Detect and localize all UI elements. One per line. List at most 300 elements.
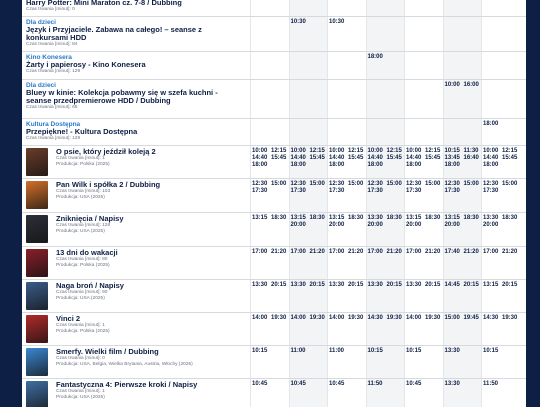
day-columns	[250, 17, 526, 51]
movie-category[interactable]: Dla dzieci	[26, 19, 56, 26]
day-column	[366, 247, 406, 279]
day-column	[327, 80, 367, 118]
showtime-link[interactable]: 12:30	[406, 181, 422, 187]
day-columns	[250, 80, 526, 118]
showtime-link[interactable]: 14:00	[329, 315, 345, 321]
day-column	[327, 247, 367, 279]
day-column	[404, 179, 444, 212]
showtime-link[interactable]: 15:45	[425, 155, 441, 161]
movie-production: Produkcja: USA (2025)	[56, 295, 105, 301]
movie-row	[22, 119, 526, 146]
showtime-link[interactable]: 11:00	[329, 348, 345, 354]
showtimes	[291, 315, 329, 322]
day-column	[481, 280, 521, 312]
movie-category[interactable]: Dla dzieci	[26, 82, 56, 89]
showtime-link[interactable]: 19:30	[271, 315, 287, 321]
showtimes	[406, 148, 444, 169]
showtime-link[interactable]: 17:00	[483, 249, 499, 255]
movie-row	[22, 280, 526, 313]
movie-poster[interactable]	[26, 249, 48, 277]
day-column	[250, 119, 290, 145]
movie-row	[22, 0, 526, 17]
showtime-link[interactable]: 18:30	[386, 215, 402, 221]
movie-info	[26, 54, 244, 75]
movie-category[interactable]: Kino Konesera	[26, 54, 72, 61]
day-column	[289, 0, 329, 16]
showtime-link[interactable]: 18:30	[502, 215, 518, 221]
showtime-link[interactable]: 18:00	[252, 162, 268, 168]
showtimes	[445, 381, 483, 388]
movie-row	[22, 247, 526, 280]
showtime-link[interactable]: 12:30	[367, 181, 383, 187]
day-column	[366, 280, 406, 312]
showtimes	[368, 181, 406, 195]
showtime-link[interactable]: 20:15	[348, 282, 364, 288]
showtime-link[interactable]: 13:30	[483, 215, 499, 221]
movie-production: Produkcja: Polska (2025)	[56, 161, 110, 167]
showtimes	[406, 315, 444, 322]
showtime-link[interactable]: 12:30	[252, 181, 268, 187]
showtime-link[interactable]: 15:00	[425, 181, 441, 187]
showtime-link[interactable]: 18:30	[348, 215, 364, 221]
showtime-link[interactable]: 14:40	[252, 155, 268, 161]
movie-poster[interactable]	[26, 348, 48, 376]
showtimes	[445, 82, 483, 89]
showtime-link[interactable]: 21:20	[463, 249, 479, 255]
day-column	[250, 213, 290, 246]
showtime-link[interactable]: 10:00	[367, 148, 383, 154]
movie-row	[22, 52, 526, 80]
showtime-link[interactable]: 13:45	[444, 155, 460, 161]
day-columns	[250, 379, 526, 407]
day-column	[289, 213, 329, 246]
showtimes	[252, 315, 290, 322]
showtimes	[483, 315, 521, 322]
showtime-link[interactable]: 20:00	[406, 222, 422, 228]
day-column	[366, 0, 406, 16]
day-column	[366, 119, 406, 145]
showtime-link[interactable]: 10:00	[290, 148, 306, 154]
movie-row	[22, 179, 526, 213]
day-column	[327, 313, 367, 345]
day-column	[404, 280, 444, 312]
showtime-link[interactable]: 15:45	[271, 155, 287, 161]
movie-poster[interactable]	[26, 282, 48, 310]
showtime-link[interactable]: 21:20	[309, 249, 325, 255]
movie-poster[interactable]	[26, 315, 48, 343]
showtime-link[interactable]: 17:30	[406, 188, 422, 194]
showtime-link[interactable]: 18:00	[483, 162, 499, 168]
showtime-link[interactable]: 16:40	[463, 155, 479, 161]
showtime-link[interactable]: 17:40	[444, 249, 460, 255]
showtimes	[483, 121, 521, 128]
showtime-link[interactable]: 18:30	[425, 215, 441, 221]
showtimes	[252, 148, 290, 169]
day-column	[327, 346, 367, 378]
movie-row	[22, 313, 526, 346]
showtime-link[interactable]: 21:20	[425, 249, 441, 255]
showtime-link[interactable]: 20:15	[502, 282, 518, 288]
showtimes	[483, 148, 521, 169]
showtime-link[interactable]: 14:30	[367, 315, 383, 321]
day-column	[327, 146, 367, 178]
showtime-link[interactable]: 10:45	[406, 381, 422, 387]
day-column	[289, 179, 329, 212]
day-column	[250, 0, 290, 16]
showtime-link[interactable]: 18:00	[367, 54, 383, 60]
showtime-link[interactable]: 10:00	[329, 148, 345, 154]
showtimes	[368, 315, 406, 322]
showtime-link[interactable]: 13:15	[252, 215, 268, 221]
showtime-link[interactable]: 20:15	[309, 282, 325, 288]
showtime-link[interactable]: 17:00	[329, 249, 345, 255]
day-column	[250, 179, 290, 212]
day-column	[481, 346, 521, 378]
showtime-link[interactable]: 10:00	[252, 148, 268, 154]
showtime-link[interactable]: 21:20	[271, 249, 287, 255]
showtimes	[483, 282, 521, 289]
showtime-link[interactable]: 17:00	[252, 249, 268, 255]
right-margin	[526, 0, 540, 407]
showtime-link[interactable]: 13:30	[329, 282, 345, 288]
day-column	[404, 80, 444, 118]
day-column	[289, 146, 329, 178]
showtime-link[interactable]: 15:00	[386, 181, 402, 187]
showtimes	[368, 381, 406, 388]
day-column	[404, 52, 444, 79]
showtimes	[368, 54, 406, 61]
showtime-link[interactable]: 14:30	[483, 315, 499, 321]
showtime-link[interactable]: 13:15	[483, 282, 499, 288]
showtime-link[interactable]: 13:15	[290, 215, 306, 221]
showtime-link[interactable]: 20:15	[425, 282, 441, 288]
showtime-link[interactable]: 13:15	[329, 215, 345, 221]
day-column	[443, 80, 483, 118]
day-columns	[250, 146, 526, 178]
movie-title[interactable]: Żarty i papierosy - Kino Konesera	[26, 60, 146, 69]
movie-poster[interactable]	[26, 381, 48, 407]
showtime-link[interactable]: 10:00	[483, 148, 499, 154]
showtimes	[291, 181, 329, 195]
showtimes	[406, 282, 444, 289]
day-column	[250, 80, 290, 118]
showtime-link[interactable]: 19:30	[309, 315, 325, 321]
day-column	[481, 247, 521, 279]
showtime-link[interactable]: 12:15	[348, 148, 364, 154]
showtime-link[interactable]: 14:45	[444, 282, 460, 288]
showtime-link[interactable]: 16:00	[463, 82, 479, 88]
showtime-link[interactable]: 13:15	[406, 215, 422, 221]
showtimes	[445, 249, 483, 256]
showtime-link[interactable]: 12:15	[386, 148, 402, 154]
movie-poster[interactable]	[26, 181, 48, 209]
day-column	[327, 379, 367, 407]
showtime-link[interactable]: 10:30	[290, 19, 306, 25]
showtime-link[interactable]: 11:00	[290, 348, 306, 354]
movie-duration: Czas trwania [minut]: 90	[56, 290, 108, 295]
movie-duration: Czas trwania [minut]: 1	[56, 156, 105, 161]
day-column	[404, 119, 444, 145]
showtime-link[interactable]: 18:30	[271, 215, 287, 221]
showtimes	[483, 215, 521, 229]
day-columns	[250, 52, 526, 79]
day-column	[443, 0, 483, 16]
showtime-link[interactable]: 11:50	[367, 381, 383, 387]
movie-title[interactable]: Bluey w kinie: Kolekcja pobawmy się w szefa kuchni - seanse przedpremierowe HDD / Dubbing	[26, 88, 218, 105]
movie-poster[interactable]	[26, 148, 48, 176]
movie-duration: Czas trwania [minut]: 65	[26, 105, 78, 110]
showtime-link[interactable]: 10:15	[406, 348, 422, 354]
day-columns	[250, 213, 526, 246]
movie-title[interactable]: 13 dni do wakacji	[56, 248, 118, 257]
showtime-link[interactable]: 12:15	[309, 148, 325, 154]
day-column	[289, 119, 329, 145]
showtime-link[interactable]: 12:15	[271, 148, 287, 154]
showtime-link[interactable]: 12:15	[425, 148, 441, 154]
showtime-link[interactable]: 13:15	[444, 215, 460, 221]
showtime-link[interactable]: 12:30	[329, 181, 345, 187]
showtime-link[interactable]: 12:15	[502, 148, 518, 154]
showtime-link[interactable]: 15:45	[386, 155, 402, 161]
showtime-link[interactable]: 13:30	[290, 282, 306, 288]
movie-title[interactable]: Naga broń / Napisy	[56, 281, 124, 290]
showtime-link[interactable]: 14:40	[483, 155, 499, 161]
showtimes	[329, 381, 367, 388]
movie-duration: Czas trwania [minut]: 80	[56, 257, 108, 262]
showtimes	[483, 181, 521, 195]
showtime-link[interactable]: 15:00	[271, 181, 287, 187]
showtime-link[interactable]: 20:00	[483, 222, 499, 228]
day-column	[250, 247, 290, 279]
showtime-link[interactable]: 20:15	[271, 282, 287, 288]
showtime-link[interactable]: 18:30	[463, 215, 479, 221]
day-column	[404, 313, 444, 345]
day-column	[443, 17, 483, 51]
showtime-link[interactable]: 10:15	[444, 148, 460, 154]
showtime-link[interactable]: 14:40	[367, 155, 383, 161]
showtime-link[interactable]: 10:00	[406, 148, 422, 154]
showtime-link[interactable]: 14:00	[252, 315, 268, 321]
showtime-link[interactable]: 20:00	[444, 222, 460, 228]
movie-title[interactable]: Zniknięcia / Napisy	[56, 214, 124, 223]
day-columns	[250, 280, 526, 312]
movie-production: Produkcja: Polska (2025)	[56, 328, 110, 334]
showtime-link[interactable]: 14:40	[329, 155, 345, 161]
showtime-link[interactable]: 19:45	[463, 315, 479, 321]
showtime-link[interactable]: 15:45	[348, 155, 364, 161]
movie-row	[22, 346, 526, 379]
day-column	[481, 119, 521, 145]
movie-title[interactable]: Przepiękne! - Kultura Dostępna	[26, 127, 138, 136]
showtimes	[483, 381, 521, 388]
day-column	[481, 17, 521, 51]
movie-info	[56, 215, 246, 234]
day-column	[443, 313, 483, 345]
day-column	[250, 17, 290, 51]
showtime-link[interactable]: 19:30	[502, 315, 518, 321]
movie-title[interactable]: Vinci 2	[56, 314, 81, 323]
showtime-link[interactable]: 17:30	[367, 188, 383, 194]
movie-title[interactable]: O psie, który jeździł koleją 2	[56, 147, 156, 156]
movie-info	[26, 19, 244, 48]
showtime-link[interactable]: 13:30	[367, 215, 383, 221]
showtime-link[interactable]: 17:00	[290, 249, 306, 255]
showtime-link[interactable]: 14:40	[406, 155, 422, 161]
showtime-link[interactable]: 10:15	[483, 348, 499, 354]
movie-duration: Czas trwania [minut]: 84	[26, 42, 78, 47]
showtime-link[interactable]: 15:45	[309, 155, 325, 161]
day-column	[481, 313, 521, 345]
showtime-link[interactable]: 15:00	[348, 181, 364, 187]
showtime-link[interactable]: 20:00	[290, 222, 306, 228]
showtime-link[interactable]: 12:30	[290, 181, 306, 187]
showtime-link[interactable]: 21:20	[502, 249, 518, 255]
movie-poster[interactable]	[26, 215, 48, 243]
showtimes	[368, 215, 406, 229]
showtime-link[interactable]: 10:15	[252, 348, 268, 354]
showtime-link[interactable]: 10:45	[252, 381, 268, 387]
day-column	[481, 52, 521, 79]
day-column	[443, 119, 483, 145]
movie-info	[56, 181, 246, 200]
movie-title[interactable]: Język i Przyjaciele. Zabawa na całego! – seanse z konkursami HDD	[26, 25, 202, 42]
showtime-link[interactable]: 21:20	[348, 249, 364, 255]
showtimes	[406, 348, 444, 355]
day-column	[443, 379, 483, 407]
showtime-link[interactable]: 13:30	[252, 282, 268, 288]
movie-title[interactable]: Pan Wilk i spółka 2 / Dubbing	[56, 180, 161, 189]
showtimes	[445, 215, 483, 229]
showtime-link[interactable]: 20:00	[367, 222, 383, 228]
showtime-link[interactable]: 18:00	[329, 162, 345, 168]
showtimes	[406, 181, 444, 195]
showtime-link[interactable]: 17:30	[483, 188, 499, 194]
showtime-link[interactable]: 15:00	[502, 181, 518, 187]
day-column	[481, 379, 521, 407]
showtime-link[interactable]: 17:00	[367, 249, 383, 255]
showtime-link[interactable]: 18:00	[444, 162, 460, 168]
showtime-link[interactable]: 20:00	[329, 222, 345, 228]
showtime-link[interactable]: 15:00	[463, 181, 479, 187]
showtime-link[interactable]: 13:30	[367, 282, 383, 288]
showtimes	[368, 148, 406, 169]
showtime-link[interactable]: 12:30	[444, 181, 460, 187]
day-column	[250, 346, 290, 378]
showtimes	[291, 19, 329, 26]
showtime-link[interactable]: 11:30	[463, 148, 479, 154]
day-column	[289, 379, 329, 407]
movie-row	[22, 17, 526, 52]
showtime-link[interactable]: 10:45	[290, 381, 306, 387]
movie-info	[26, 121, 244, 142]
movie-production: Produkcja: USA, Belgia, Wielka Brytania, Austria, Włochy (2025)	[56, 361, 193, 367]
day-columns	[250, 313, 526, 345]
showtime-link[interactable]: 18:00	[406, 162, 422, 168]
movie-title[interactable]: Harry Potter: Mini Maraton cz. 7-8 / Dubbing	[26, 0, 182, 7]
showtimes	[368, 282, 406, 289]
showtimes	[406, 249, 444, 256]
showtimes	[252, 348, 290, 355]
movie-production: Produkcja: Polska (2025)	[56, 262, 110, 268]
day-column	[289, 313, 329, 345]
showtime-link[interactable]: 15:00	[444, 315, 460, 321]
day-column	[481, 0, 521, 16]
day-column	[366, 213, 406, 246]
showtime-link[interactable]: 10:30	[329, 19, 345, 25]
showtime-link[interactable]: 11:50	[483, 381, 499, 387]
showtime-link[interactable]: 19:30	[386, 315, 402, 321]
showtime-link[interactable]: 18:00	[483, 121, 499, 127]
day-column	[404, 17, 444, 51]
showtimes	[252, 381, 290, 388]
showtime-link[interactable]: 18:00	[367, 162, 383, 168]
showtimes	[291, 348, 329, 355]
movie-info	[56, 381, 246, 400]
showtime-link[interactable]: 13:30	[444, 348, 460, 354]
showtime-link[interactable]: 10:15	[367, 348, 383, 354]
showtime-link[interactable]: 17:30	[444, 188, 460, 194]
day-column	[443, 146, 483, 178]
movie-category[interactable]: Kultura Dostępna	[26, 121, 81, 128]
showtime-link[interactable]: 18:00	[290, 162, 306, 168]
showtimes	[445, 348, 483, 355]
movie-duration: Czas trwania [minut]: 129	[26, 69, 81, 74]
showtime-link[interactable]: 15:45	[502, 155, 518, 161]
day-column	[289, 17, 329, 51]
showtime-link[interactable]: 18:30	[309, 215, 325, 221]
showtime-link[interactable]: 19:30	[425, 315, 441, 321]
showtimes	[406, 215, 444, 229]
showtimes	[291, 282, 329, 289]
day-columns	[250, 179, 526, 212]
showtime-link[interactable]: 17:30	[329, 188, 345, 194]
day-column	[327, 52, 367, 79]
day-columns	[250, 346, 526, 378]
movie-production: Produkcja: USA (2025)	[56, 228, 105, 234]
movie-title[interactable]: Smerfy. Wielki film / Dubbing	[56, 347, 159, 356]
showtime-link[interactable]: 13:30	[444, 381, 460, 387]
showtime-link[interactable]: 10:00	[444, 82, 460, 88]
showtime-link[interactable]: 21:20	[386, 249, 402, 255]
day-column	[481, 80, 521, 118]
movie-title[interactable]: Fantastyczna 4: Pierwsze kroki / Napisy	[56, 380, 198, 389]
showtime-link[interactable]: 12:30	[483, 181, 499, 187]
showtime-link[interactable]: 17:00	[406, 249, 422, 255]
movie-row	[22, 213, 526, 247]
showtime-link[interactable]: 20:15	[463, 282, 479, 288]
showtime-link[interactable]: 14:00	[406, 315, 422, 321]
showtimes	[445, 181, 483, 195]
day-column	[250, 146, 290, 178]
showtime-link[interactable]: 19:30	[348, 315, 364, 321]
day-column	[481, 179, 521, 212]
showtime-link[interactable]: 15:00	[309, 181, 325, 187]
showtimes	[329, 348, 367, 355]
movie-production: Produkcja: USA (2025)	[56, 194, 105, 200]
day-column	[443, 179, 483, 212]
showtime-link[interactable]: 10:45	[329, 381, 345, 387]
showtime-link[interactable]: 17:30	[252, 188, 268, 194]
showtime-link[interactable]: 17:30	[290, 188, 306, 194]
movie-info	[56, 315, 246, 334]
showtime-link[interactable]: 14:00	[290, 315, 306, 321]
left-margin	[0, 0, 22, 407]
showtimes	[329, 249, 367, 256]
showtime-link[interactable]: 14:40	[290, 155, 306, 161]
showtime-link[interactable]: 13:30	[406, 282, 422, 288]
day-columns	[250, 247, 526, 279]
showtime-link[interactable]: 20:15	[386, 282, 402, 288]
